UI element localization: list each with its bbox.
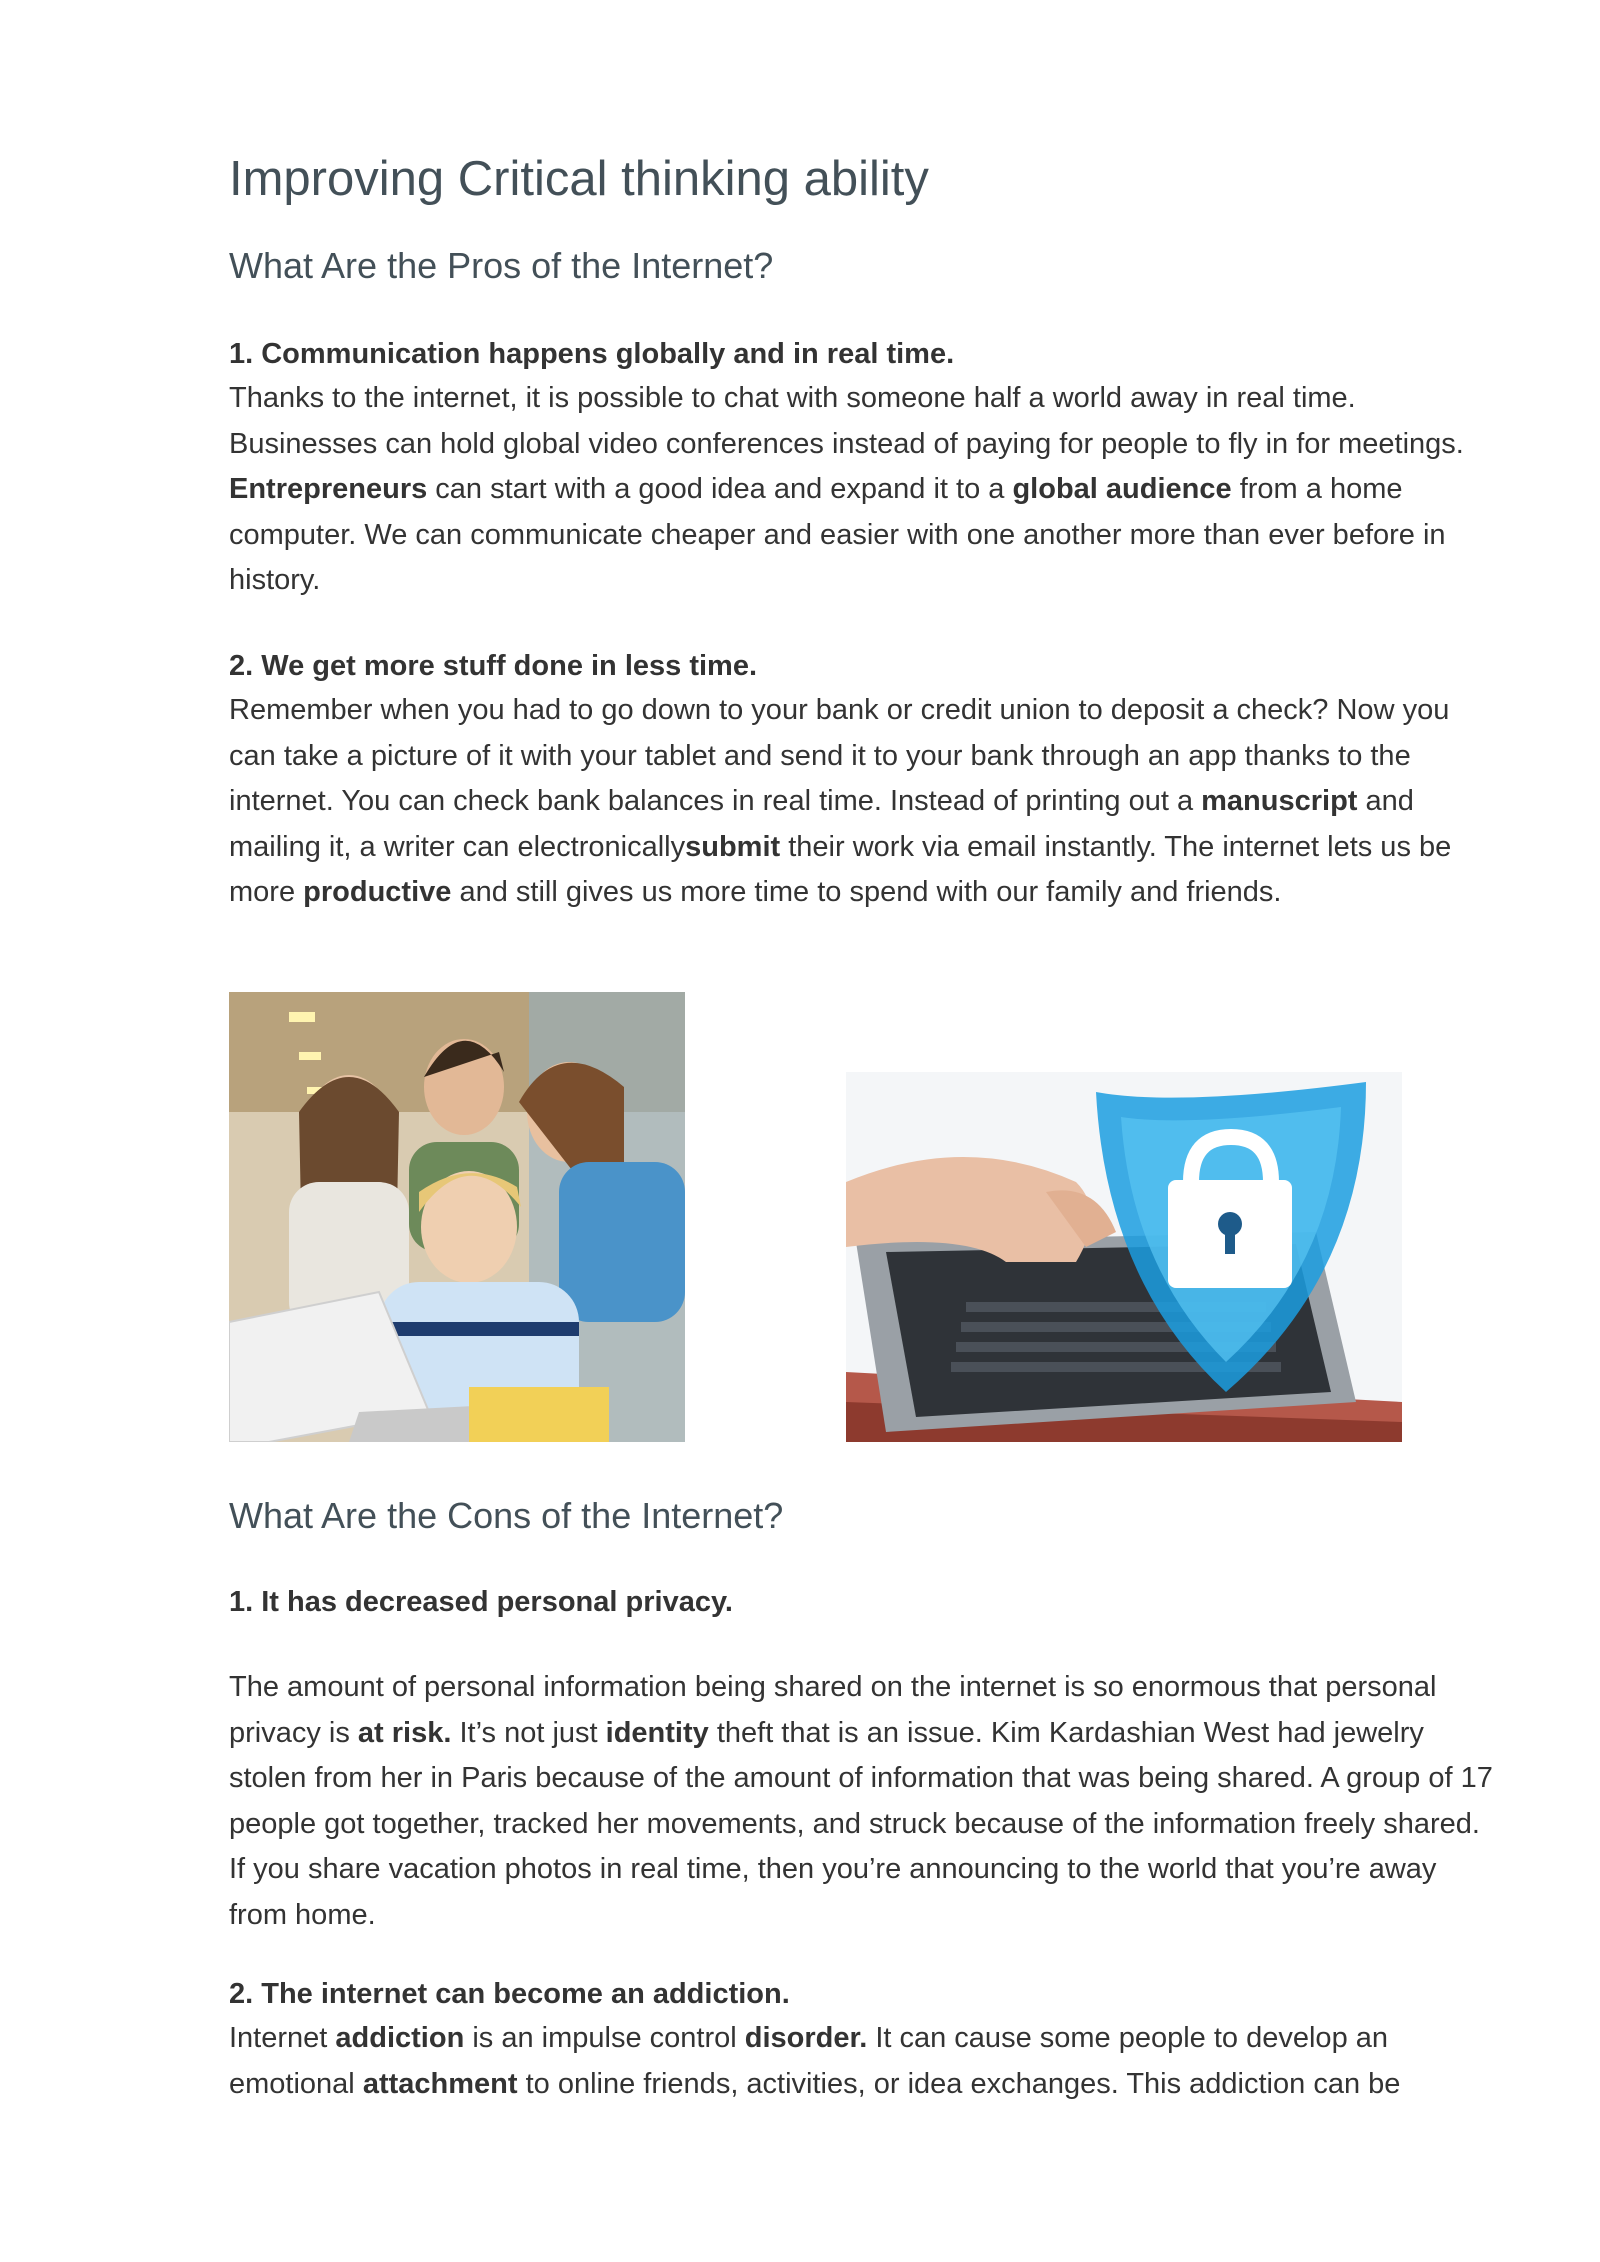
security-laptop-image (846, 1072, 1402, 1442)
cons-item2-paragraph: Internet addiction is an impulse control disorder. It can cause some people to develop an emotional attachment to online friends, activities, or idea exchanges. This addiction can be (229, 2022, 1401, 2100)
pros-item2-heading: 2. We get more stuff done in less time. (229, 650, 758, 682)
pros-item2-paragraph: Remember when you had to go down to your bank or credit union to deposit a check? Now you can take a picture of it with your tablet and send it to your bank through an app thanks to the internet. You can check bank balances in real time. Instead of printing out a manuscript and mailing it, a writer can electronicallysubmit their work via email instantly. The internet lets us be more productive and still gives us more time to spend with our family and friends. (229, 694, 1452, 908)
students-laptop-image (229, 992, 685, 1442)
cons-item1-heading: 1. It has decreased personal privacy. (229, 1586, 733, 1618)
pros-heading: What Are the Pros of the Internet? (229, 245, 774, 286)
pros-item1-heading: 1. Communication happens globally and in real time. (229, 338, 955, 370)
pros-item1-paragraph: Thanks to the internet, it is possible to chat with someone half a world away in real time. Businesses can hold global video conferences instead of paying for people to fly in for meetings. Entrepreneurs can start with a good idea and expand it to a global audience from a home computer. We can communicate cheaper and easier with one another more than ever before in history. (229, 382, 1464, 596)
cons-heading: What Are the Cons of the Internet? (229, 1495, 784, 1536)
students-laptop-illustration (229, 992, 685, 1442)
page-title: Improving Critical thinking ability (229, 152, 929, 206)
cons-item2-heading: 2. The internet can become an addiction. (229, 1978, 790, 2010)
cons-item1-paragraph: The amount of personal information being shared on the internet is so enormous that personal privacy is at risk. It’s not just identity theft that is an issue. Kim Kardashian West had jewelry stolen from her in Paris because of the amount of information that was being shared. A group of 17 people got together, tracked her movements, and struck because of the information freely shared. If you share vacation photos in real time, then you’re announcing to the world that you’re away from home. (229, 1671, 1493, 1931)
security-laptop-illustration (846, 1072, 1402, 1442)
